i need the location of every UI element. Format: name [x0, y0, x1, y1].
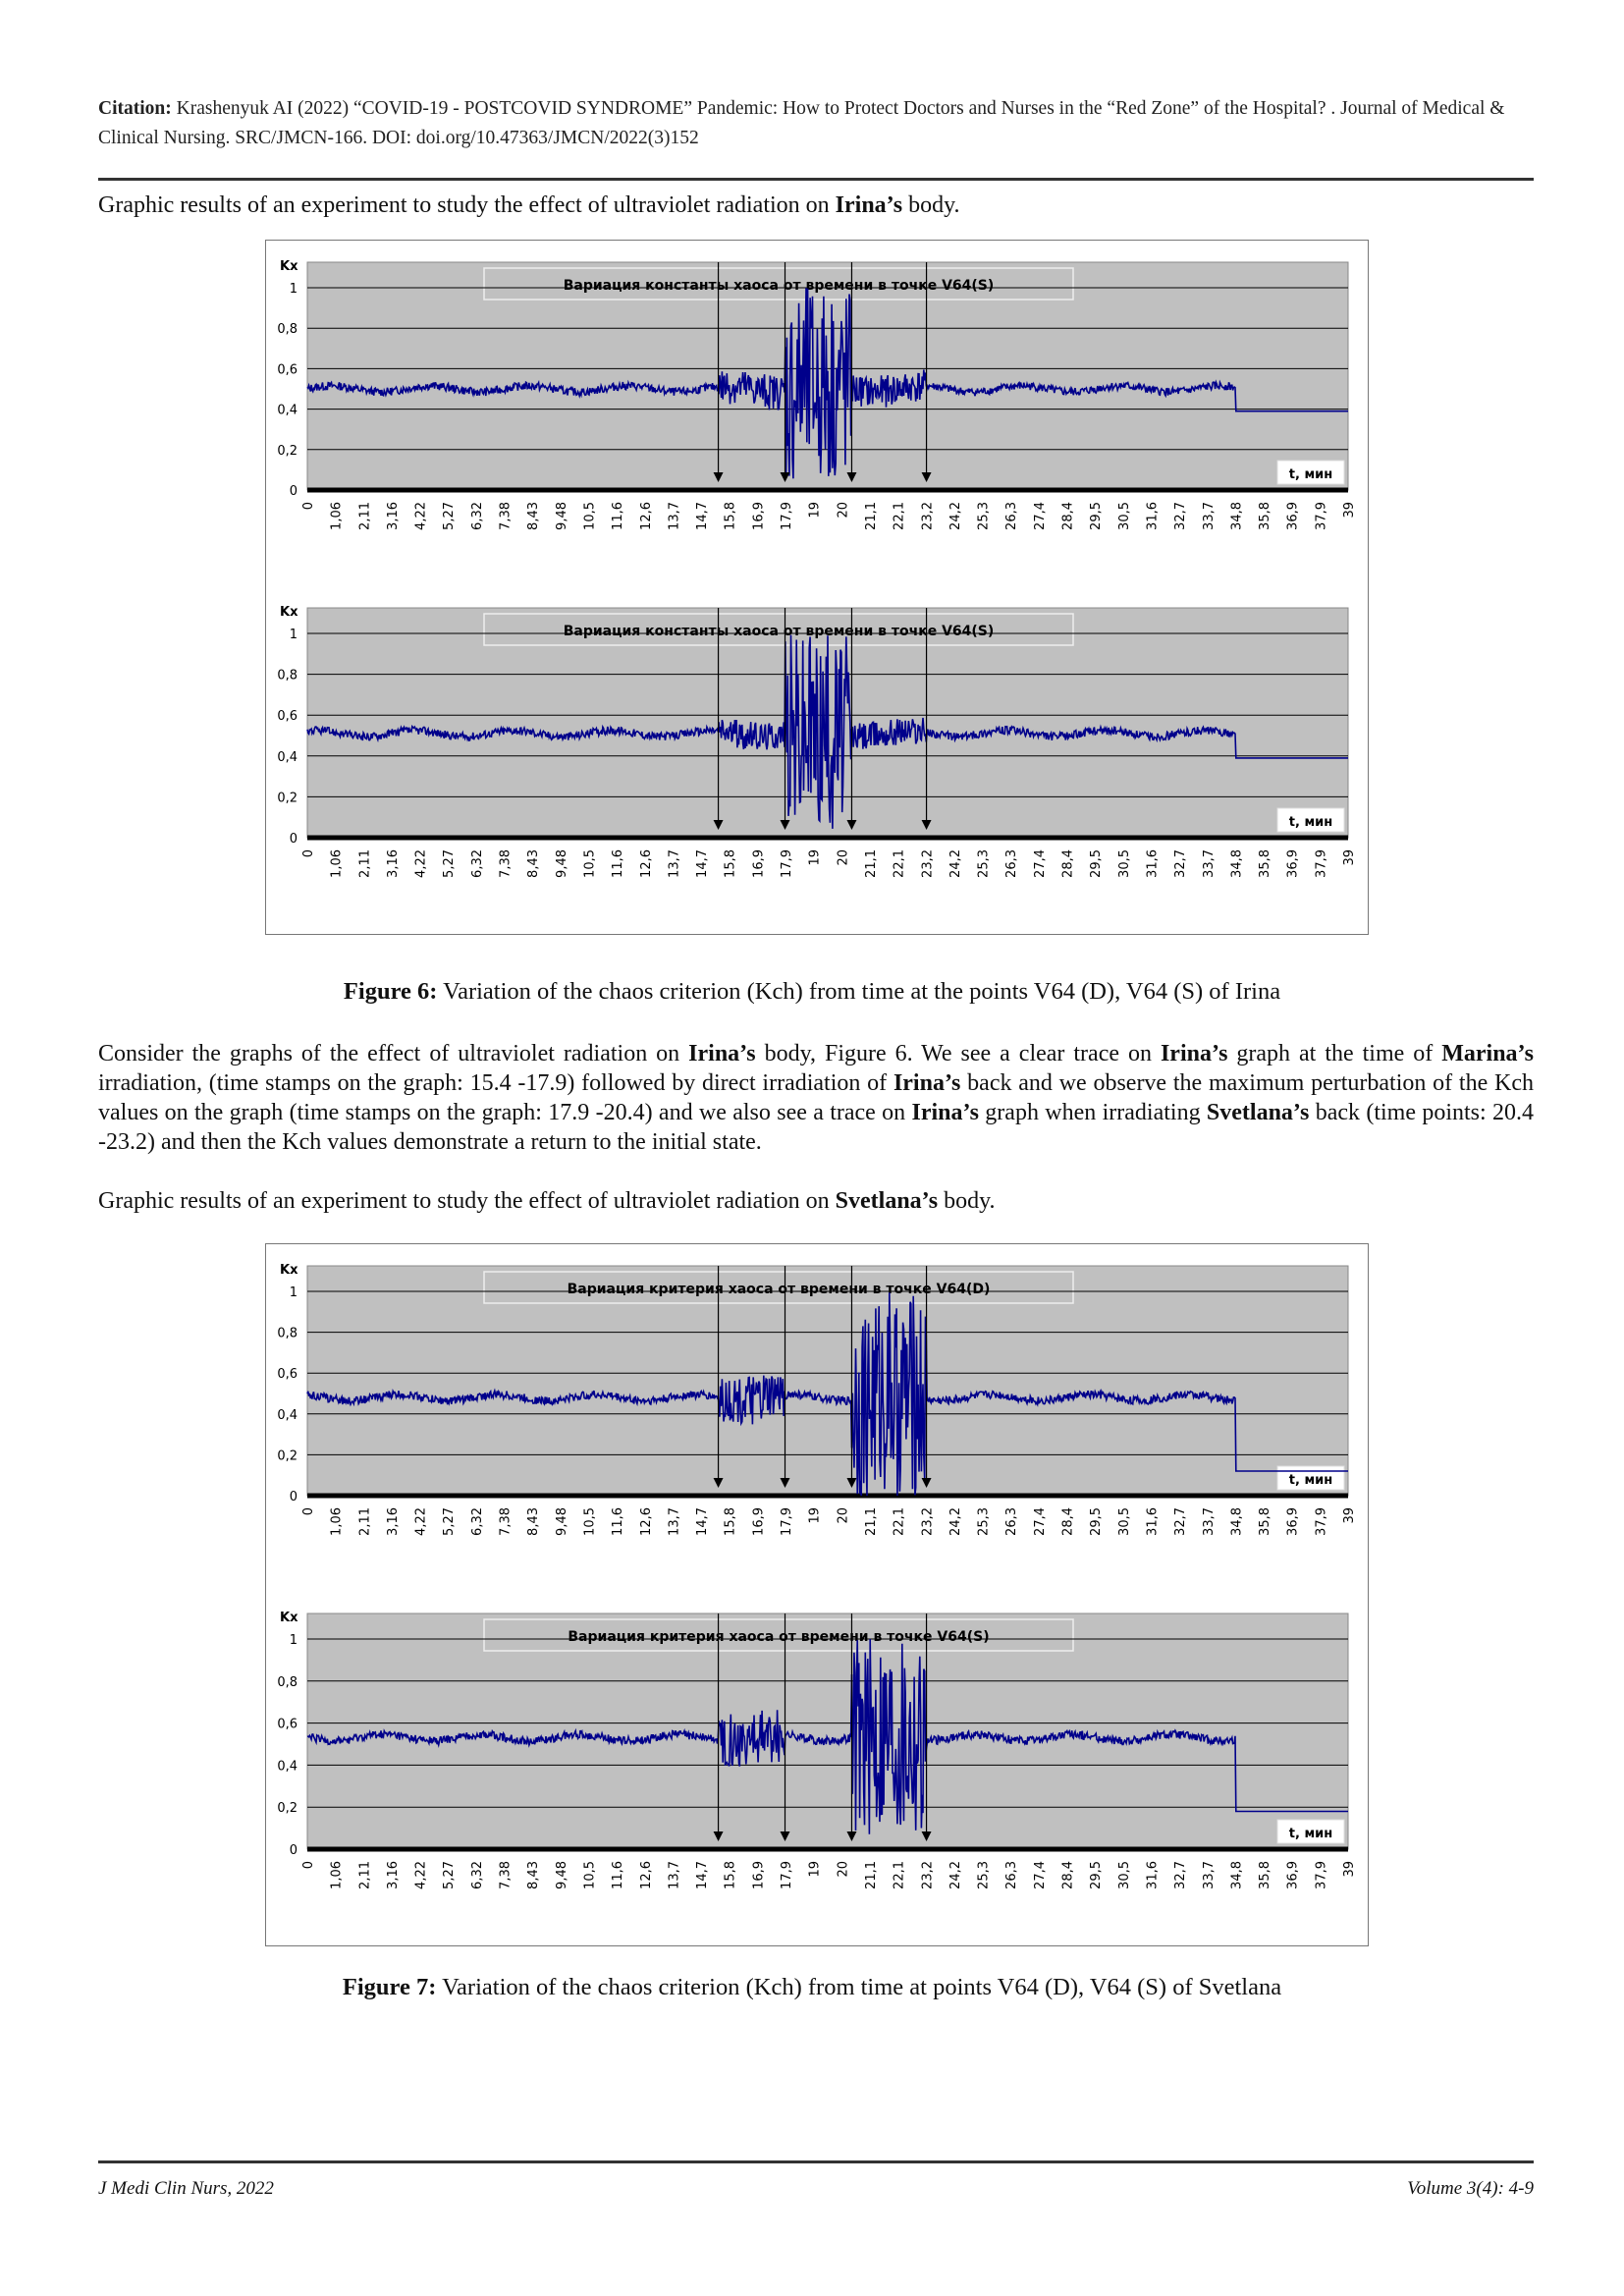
x-tick-label: 21,1: [863, 849, 879, 878]
paragraph-bold: Irina’s: [893, 1070, 961, 1096]
y-tick-label: 0,2: [277, 791, 298, 806]
x-axis-label: t, мин: [1288, 467, 1333, 482]
x-tick-label: 30,5: [1116, 502, 1132, 530]
y-tick-label: 0: [289, 484, 298, 499]
x-tick-label: 0: [301, 1861, 316, 1870]
x-tick-label: 20: [836, 1861, 851, 1878]
x-tick-label: 3,16: [385, 849, 401, 878]
x-tick-label: 36,9: [1285, 502, 1301, 530]
x-tick-label: 29,5: [1089, 849, 1105, 878]
x-tick-label: 23,2: [920, 849, 936, 878]
x-tick-label: 9,48: [554, 849, 569, 878]
x-tick-label: 37,9: [1314, 849, 1329, 878]
y-tick-label: 0,8: [277, 668, 298, 683]
section2-lead-text: Graphic results of an experiment to study the effect of ultraviolet radiation on: [98, 1188, 836, 1214]
y-tick-label: 1: [289, 628, 298, 642]
x-tick-label: 39: [1342, 1861, 1357, 1878]
figure7-caption-label: Figure 7:: [342, 1974, 437, 2000]
x-tick-label: 24,2: [947, 849, 963, 878]
x-tick-label: 8,43: [526, 502, 542, 530]
y-tick-label: 0,2: [277, 1449, 298, 1464]
x-tick-label: 10,5: [582, 1861, 598, 1889]
footer-rule: [98, 2160, 1534, 2163]
x-tick-label: 14,7: [695, 1861, 711, 1889]
x-tick-label: 39: [1342, 849, 1357, 866]
y-tick-label: 0,8: [277, 1674, 298, 1690]
x-tick-label: 6,32: [469, 502, 485, 530]
paragraph-text: back and we observe the maximum perturbation of the Kch values on the graph (time stamps on the graph: 17.9 -20.4) and we also see a trace on: [98, 1070, 1535, 1125]
chart-title: Вариация критерия хаоса от времени в точке V64(S): [568, 1629, 990, 1645]
header-rule: [98, 178, 1534, 181]
paragraph-bold: Irina’s: [911, 1100, 979, 1125]
x-tick-label: 34,8: [1229, 849, 1245, 878]
y-tick-label: 0,6: [277, 1717, 298, 1732]
x-tick-label: 30,5: [1116, 1861, 1132, 1889]
y-tick-label: 0,6: [277, 709, 298, 725]
paragraph-bold: Marina’s: [1441, 1041, 1534, 1066]
x-tick-label: 14,7: [695, 849, 711, 878]
x-tick-label: 29,5: [1089, 1507, 1105, 1536]
x-tick-label: 7,38: [498, 849, 514, 878]
x-tick-label: 27,4: [1032, 849, 1048, 878]
x-tick-label: 34,8: [1229, 502, 1245, 530]
x-tick-label: 22,1: [892, 1861, 907, 1889]
x-tick-label: 31,6: [1145, 502, 1161, 530]
x-tick-label: 34,8: [1229, 1861, 1245, 1889]
x-tick-label: 21,1: [863, 1861, 879, 1889]
paragraph-text: graph when irradiating: [978, 1100, 1207, 1125]
x-tick-label: 35,8: [1258, 502, 1273, 530]
x-tick-label: 35,8: [1258, 849, 1273, 878]
y-tick-label: 1: [289, 282, 298, 297]
x-tick-label: 36,9: [1285, 1507, 1301, 1536]
x-tick-label: 35,8: [1258, 1861, 1273, 1889]
y-axis-label: Kх: [280, 1263, 298, 1278]
figure6-bottom-chart: [266, 586, 1368, 934]
x-tick-label: 15,8: [723, 1507, 738, 1536]
y-tick-label: 1: [289, 1633, 298, 1648]
x-tick-label: 34,8: [1229, 1507, 1245, 1536]
x-tick-label: 24,2: [947, 502, 963, 530]
x-tick-label: 32,7: [1173, 1861, 1189, 1889]
x-axis-label: t, мин: [1288, 1827, 1333, 1841]
x-tick-label: 26,3: [1004, 502, 1020, 530]
x-tick-label: 28,4: [1060, 1861, 1076, 1889]
x-tick-label: 0: [301, 502, 316, 511]
x-tick-label: 20: [836, 502, 851, 519]
x-tick-label: 4,22: [413, 502, 429, 530]
x-tick-label: 19: [807, 849, 823, 866]
x-tick-label: 39: [1342, 1507, 1357, 1524]
x-tick-label: 32,7: [1173, 1507, 1189, 1536]
x-tick-label: 22,1: [892, 849, 907, 878]
citation: [98, 94, 1542, 153]
x-tick-label: 6,32: [469, 1861, 485, 1889]
body-paragraph: [98, 1039, 1534, 1157]
x-tick-label: 19: [807, 1861, 823, 1878]
x-tick-label: 10,5: [582, 849, 598, 878]
y-tick-label: 0: [289, 832, 298, 847]
x-tick-label: 0: [301, 1507, 316, 1516]
x-tick-label: 3,16: [385, 1861, 401, 1889]
x-tick-label: 28,4: [1060, 849, 1076, 878]
x-tick-label: 27,4: [1032, 1861, 1048, 1889]
x-tick-label: 14,7: [695, 502, 711, 530]
y-tick-label: 0,6: [277, 1367, 298, 1383]
paragraph-text: body, Figure 6. We see a clear trace on: [755, 1041, 1161, 1066]
x-tick-label: 21,1: [863, 502, 879, 530]
x-tick-label: 6,32: [469, 1507, 485, 1536]
x-tick-label: 26,3: [1004, 1507, 1020, 1536]
x-tick-label: 23,2: [920, 502, 936, 530]
figure-7: [265, 1243, 1369, 1946]
x-tick-label: 11,6: [611, 1507, 626, 1536]
x-tick-label: 16,9: [751, 502, 767, 530]
paragraph-text: back (time points: 20.4 -23.2) and then the Kch values demonstrate a return to the initial state.: [98, 1100, 1535, 1155]
x-tick-label: 17,9: [780, 502, 795, 530]
section2-lead-name: Svetlana’s: [835, 1188, 939, 1214]
paragraph-bold: Svetlana’s: [1206, 1100, 1310, 1125]
x-tick-label: 23,2: [920, 1861, 936, 1889]
x-tick-label: 10,5: [582, 1507, 598, 1536]
x-tick-label: 13,7: [667, 849, 682, 878]
x-tick-label: 16,9: [751, 1507, 767, 1536]
x-tick-label: 16,9: [751, 849, 767, 878]
x-tick-label: 23,2: [920, 1507, 936, 1536]
x-tick-label: 14,7: [695, 1507, 711, 1536]
x-tick-label: 3,16: [385, 502, 401, 530]
x-tick-label: 7,38: [498, 1507, 514, 1536]
x-tick-label: 17,9: [780, 1507, 795, 1536]
x-tick-label: 33,7: [1201, 849, 1217, 878]
citation-text: Krashenyuk AI (2022) “COVID-19 - POSTCOVID SYNDROME” Pandemic: How to Protect Doctors and Nurses in the “Red Zone” of the Hospital? . Journal of Medical & Clinical Nursing. SRC/JMCN-166. DOI: doi.org/10.47363/JMCN/2022(3)152: [98, 98, 1505, 148]
x-tick-label: 5,27: [442, 502, 458, 530]
x-tick-label: 17,9: [780, 849, 795, 878]
x-tick-label: 33,7: [1201, 502, 1217, 530]
x-tick-label: 24,2: [947, 1861, 963, 1889]
y-tick-label: 0: [289, 1843, 298, 1858]
paragraph-bold: Irina’s: [688, 1041, 756, 1066]
y-tick-label: 0,6: [277, 362, 298, 378]
x-tick-label: 39: [1342, 502, 1357, 519]
x-tick-label: 5,27: [442, 849, 458, 878]
x-tick-label: 11,6: [611, 849, 626, 878]
y-tick-label: 0,2: [277, 443, 298, 459]
x-tick-label: 1,06: [329, 1861, 345, 1889]
x-tick-label: 5,27: [442, 1861, 458, 1889]
x-axis-label: t, мин: [1288, 1473, 1333, 1488]
x-tick-label: 20: [836, 849, 851, 866]
x-tick-label: 37,9: [1314, 502, 1329, 530]
footer-volume: Volume 3(4): 4-9: [1407, 2178, 1534, 2199]
x-tick-label: 2,11: [357, 502, 373, 530]
x-tick-label: 19: [807, 502, 823, 519]
y-tick-label: 0,8: [277, 322, 298, 338]
y-tick-label: 1: [289, 1285, 298, 1300]
x-tick-label: 25,3: [976, 849, 992, 878]
x-tick-label: 1,06: [329, 849, 345, 878]
x-tick-label: 13,7: [667, 1861, 682, 1889]
x-tick-label: 31,6: [1145, 1861, 1161, 1889]
paragraph-text: graph at the time of: [1227, 1041, 1442, 1066]
section1-lead-name: Irina’s: [835, 192, 903, 218]
figure6-top-chart: [266, 241, 1368, 586]
x-tick-label: 1,06: [329, 1507, 345, 1536]
figure7-bottom-chart: [266, 1592, 1368, 1945]
figure-6: [265, 240, 1369, 935]
paragraph-bold: Irina’s: [1160, 1041, 1228, 1066]
y-tick-label: 0,4: [277, 403, 298, 418]
x-tick-label: 11,6: [611, 502, 626, 530]
x-tick-label: 36,9: [1285, 849, 1301, 878]
chart-title: Вариация критерия хаоса от времени в точке V64(D): [567, 1282, 991, 1297]
x-tick-label: 36,9: [1285, 1861, 1301, 1889]
figure7-top-chart: [266, 1244, 1368, 1592]
x-tick-label: 3,16: [385, 1507, 401, 1536]
x-tick-label: 7,38: [498, 502, 514, 530]
x-tick-label: 24,2: [947, 1507, 963, 1536]
x-tick-label: 7,38: [498, 1861, 514, 1889]
x-tick-label: 25,3: [976, 1861, 992, 1889]
y-tick-label: 0,4: [277, 1759, 298, 1775]
x-tick-label: 29,5: [1089, 1861, 1105, 1889]
x-tick-label: 13,7: [667, 1507, 682, 1536]
x-tick-label: 30,5: [1116, 849, 1132, 878]
x-tick-label: 5,27: [442, 1507, 458, 1536]
x-tick-label: 27,4: [1032, 502, 1048, 530]
x-tick-label: 37,9: [1314, 1861, 1329, 1889]
x-tick-label: 0: [301, 849, 316, 858]
x-tick-label: 4,22: [413, 849, 429, 878]
citation-label: Citation:: [98, 98, 172, 119]
section1-lead: [98, 192, 960, 219]
x-tick-label: 13,7: [667, 502, 682, 530]
chart-title: Вариация константы хаоса от времени в точке V64(S): [563, 624, 995, 639]
x-tick-label: 17,9: [780, 1861, 795, 1889]
x-tick-label: 9,48: [554, 1861, 569, 1889]
y-axis-label: Kх: [280, 259, 298, 274]
x-tick-label: 2,11: [357, 1507, 373, 1536]
footer-journal: J Medi Clin Nurs, 2022: [98, 2178, 274, 2199]
x-tick-label: 30,5: [1116, 1507, 1132, 1536]
figure7-caption: [0, 1974, 1624, 2001]
x-tick-label: 2,11: [357, 849, 373, 878]
x-tick-label: 4,22: [413, 1507, 429, 1536]
x-tick-label: 9,48: [554, 1507, 569, 1536]
section2-lead: [98, 1188, 996, 1215]
x-tick-label: 32,7: [1173, 849, 1189, 878]
x-tick-label: 8,43: [526, 1507, 542, 1536]
figure6-caption-label: Figure 6:: [343, 978, 438, 1005]
x-tick-label: 29,5: [1089, 502, 1105, 530]
x-tick-label: 8,43: [526, 1861, 542, 1889]
x-tick-label: 9,48: [554, 502, 569, 530]
x-tick-label: 10,5: [582, 502, 598, 530]
x-tick-label: 35,8: [1258, 1507, 1273, 1536]
x-tick-label: 4,22: [413, 1861, 429, 1889]
x-tick-label: 22,1: [892, 1507, 907, 1536]
y-tick-label: 0,4: [277, 1407, 298, 1423]
x-tick-label: 11,6: [611, 1861, 626, 1889]
x-tick-label: 15,8: [723, 849, 738, 878]
x-tick-label: 1,06: [329, 502, 345, 530]
x-tick-label: 16,9: [751, 1861, 767, 1889]
y-tick-label: 0,8: [277, 1326, 298, 1341]
x-tick-label: 2,11: [357, 1861, 373, 1889]
x-tick-label: 31,6: [1145, 1507, 1161, 1536]
x-tick-label: 33,7: [1201, 1507, 1217, 1536]
x-tick-label: 22,1: [892, 502, 907, 530]
x-tick-label: 21,1: [863, 1507, 879, 1536]
y-axis-label: Kх: [280, 1611, 298, 1625]
x-tick-label: 32,7: [1173, 502, 1189, 530]
x-tick-label: 8,43: [526, 849, 542, 878]
x-tick-label: 6,32: [469, 849, 485, 878]
x-tick-label: 25,3: [976, 1507, 992, 1536]
figure7-caption-text: Variation of the chaos criterion (Kch) from time at points V64 (D), V64 (S) of Svetlana: [436, 1974, 1282, 2000]
y-axis-label: Kх: [280, 605, 298, 620]
x-tick-label: 31,6: [1145, 849, 1161, 878]
x-tick-label: 12,6: [638, 1507, 654, 1536]
x-tick-label: 20: [836, 1507, 851, 1524]
x-tick-label: 15,8: [723, 502, 738, 530]
section1-lead-text: Graphic results of an experiment to study the effect of ultraviolet radiation on: [98, 192, 836, 218]
x-tick-label: 25,3: [976, 502, 992, 530]
section2-lead-end: body.: [938, 1188, 996, 1214]
section1-lead-end: body.: [902, 192, 960, 218]
y-tick-label: 0,2: [277, 1801, 298, 1817]
x-tick-label: 12,6: [638, 1861, 654, 1889]
x-tick-label: 28,4: [1060, 502, 1076, 530]
x-tick-label: 15,8: [723, 1861, 738, 1889]
x-tick-label: 27,4: [1032, 1507, 1048, 1536]
chart-title: Вариация константы хаоса от времени в точке V64(S): [563, 278, 995, 294]
y-tick-label: 0,4: [277, 749, 298, 765]
paragraph-text: irradiation, (time stamps on the graph: 15.4 -17.9) followed by direct irradiation of: [98, 1070, 893, 1096]
x-tick-label: 28,4: [1060, 1507, 1076, 1536]
x-tick-label: 33,7: [1201, 1861, 1217, 1889]
x-tick-label: 37,9: [1314, 1507, 1329, 1536]
x-tick-label: 12,6: [638, 502, 654, 530]
y-tick-label: 0: [289, 1490, 298, 1504]
x-tick-label: 19: [807, 1507, 823, 1524]
figure6-caption-text: Variation of the chaos criterion (Kch) from time at the points V64 (D), V64 (S) of Irina: [437, 978, 1281, 1005]
paragraph-text: Consider the graphs of the effect of ultraviolet radiation on: [98, 1041, 689, 1066]
x-axis-label: t, мин: [1288, 815, 1333, 830]
figure6-caption: [0, 978, 1624, 1006]
x-tick-label: 26,3: [1004, 849, 1020, 878]
x-tick-label: 12,6: [638, 849, 654, 878]
x-tick-label: 26,3: [1004, 1861, 1020, 1889]
